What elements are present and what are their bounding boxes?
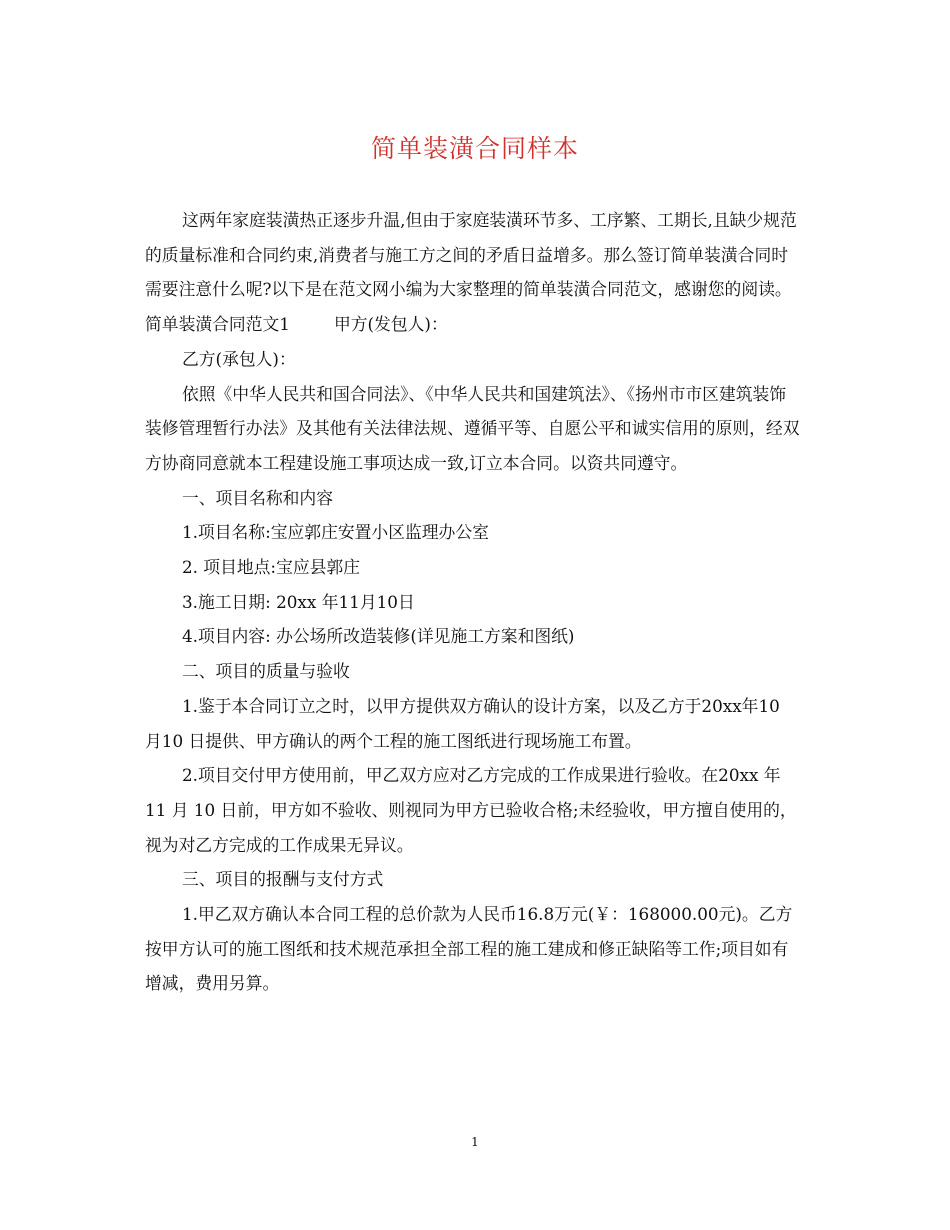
document-body: [145, 203, 800, 1001]
intro-paragraph: 这两年家庭装潢热正逐步升温,但由于家庭装潢环节多、工序繁、工期长,且缺少规范的质量标准和合同约束,消费者与施工方之间的矛盾日益增多。那么签订简单装潢合同时需要注意什么呢?以下是在范文网小编为大家整理的简单装潢合同范文，感谢您的阅读。: [145, 210, 797, 300]
section-1-item-3: 3.施工日期: 20xx 年11月10日: [181, 591, 415, 612]
section-3-item-1: 1.甲乙双方确认本合同工程的总价款为人民币16.8万元(￥：168000.00元)。乙方按甲方认可的施工图纸和技术规范承担全部工程的施工建成和修正缺陷等工作;项目如有增减，费用另算。: [145, 904, 793, 994]
basis-paragraph: 依照《中华人民共和国合同法》、《中华人民共和国建筑法》、《扬州市市区建筑装饰装修管理暂行办法》及其他有关法律法规、遵循平等、自愿公平和诚实信用的原则，经双方协商同意就本工程建设施工事项达成一致,订立本合同。以资共同遵守。: [145, 383, 800, 473]
section-1-item-4: 4.项目内容: 办公场所改造装修(详见施工方案和图纸): [181, 626, 575, 647]
section-1-item-2: 2. 项目地点:宝应县郭庄: [181, 557, 360, 578]
page-number: 1: [471, 1135, 479, 1149]
contract-sample-line: [145, 307, 800, 342]
section-2-item-2: 2.项目交付甲方使用前，甲乙双方应对乙方完成的工作成果进行验收。在20xx 年 11 月 10 日前，甲方如不验收、则视同为甲方已验收合格;未经验收，甲方擅自使用的，视为对乙方完成的工作成果无异议。: [145, 765, 797, 855]
section-1-item-1: 1.项目名称:宝应郭庄安置小区监理办公室: [181, 522, 489, 543]
sample-label: 简单装潢合同范文1: [145, 314, 290, 335]
section-2-heading: 二、项目的质量与验收: [181, 661, 350, 682]
section-1-heading: 一、项目名称和内容: [181, 487, 333, 508]
party-b-label: 乙方(承包人)：: [181, 348, 296, 369]
party-a-label: 甲方(发包人)：: [333, 314, 448, 335]
document-title: 简单装潢合同样本: [370, 134, 579, 163]
section-3-heading: 三、项目的报酬与支付方式: [181, 869, 384, 890]
section-2-item-1: 1.鉴于本合同订立之时，以甲方提供双方确认的设计方案，以及乙方于20xx年10 月10 日提供、甲方确认的两个工程的施工图纸进行现场施工布置。: [145, 695, 780, 751]
